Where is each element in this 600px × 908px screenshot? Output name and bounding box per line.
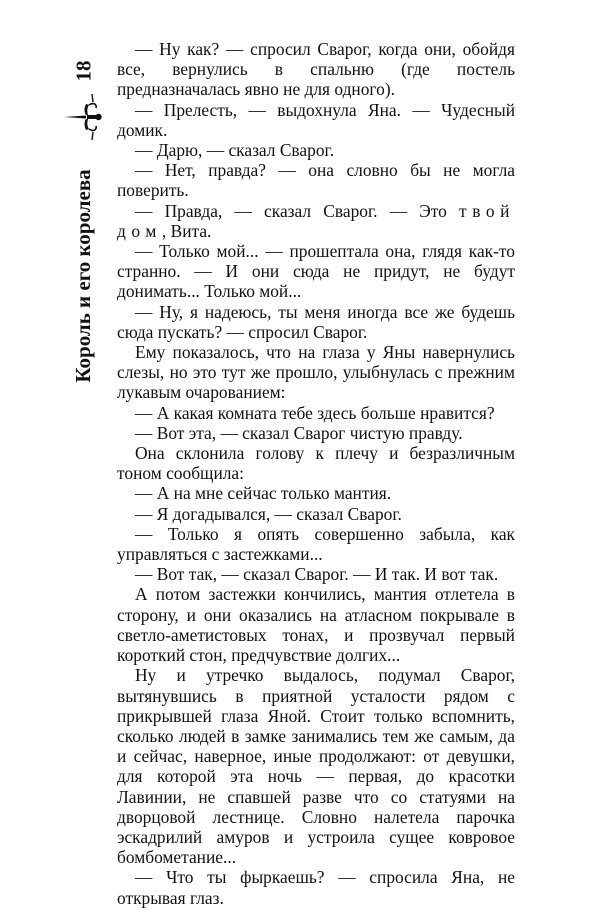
paragraph: — Ну, я надеюсь, ты меня иногда все же будешь сюда пускать? — спросил Сварог. [117,301,515,342]
text-column [117,39,515,908]
paragraph: — А какая комната тебе здесь больше нравится? [135,402,495,423]
paragraph: — Дарю, — сказал Сварог. [135,140,335,161]
paragraph: — Только мой... — прошептала она, глядя как-то странно. — И они сюда не придут, не будут донимать... Только мой... [117,241,515,302]
paragraph: — Ну как? — спросил Сварог, когда они, обойдя все, вернулись в спальню (где постель предназначалась явно не для одного). [117,39,515,100]
paragraph: — Вот эта, — сказал Сварог чистую правду. [135,422,463,443]
paragraph: — Нет, правда? — она словно бы не могла поверить. [117,160,515,201]
sword-ornament-icon [62,90,104,144]
paragraph: Ему показалось, что на глаза у Яны навернулись слезы, но это тут же прошло, улыбнулась с прежним лукавым очарованием: [117,342,515,403]
paragraph: — Только я опять совершенно забыла, как управляться с застежками... [117,523,515,565]
paragraph: Она склонила голову к плечу и безразличным тоном сообщила: [117,443,515,484]
paragraph [117,201,515,241]
running-title: Король и его королева [71,169,95,383]
paragraph-text: , Вита. [161,220,212,241]
paragraph: — Прелесть, — выдохнула Яна. — Чудесный домик. [117,99,515,140]
paragraph: — Что ты фыркаешь? — спросила Яна, не открывая глаз. [117,867,515,908]
paragraph: — Вот так, — сказал Сварог. — И так. И вот так. [135,564,499,585]
paragraph: А потом застежки кончились, мантия отлетела в сторону, и они оказались на атласном покрывале в светло-аметистовых тонах, и прозвучал первый короткий стон, предчувствие долгих... [117,584,515,666]
running-head [58,26,108,716]
paragraph: Ну и утречко выдалось, подумал Сварог, вытянувшись в приятной усталости рядом с прикрывшей глаза Яной. Стоит только вспомнить, сколько людей в замке занимались тем же самым, да и сейчас, наверное, иные продолжают: от девушки, для которой эта ночь — первая, до красотки Лавинии, не спавшей разве что со статуями на дворцовой лестнице. Словно налетела парочка эскадрилий амуров и устроила сущее ковровое бомбометание... [117,665,515,868]
paragraph: — Я догадывался, — сказал Сварог. [135,503,402,524]
emphasized-text: твой дом [117,200,515,241]
paragraph-text: — Правда, — сказал Сварог. — Это [135,200,460,221]
paragraph: — А на мне сейчас только мантия. [135,483,392,504]
page-number: 18 [71,60,95,82]
